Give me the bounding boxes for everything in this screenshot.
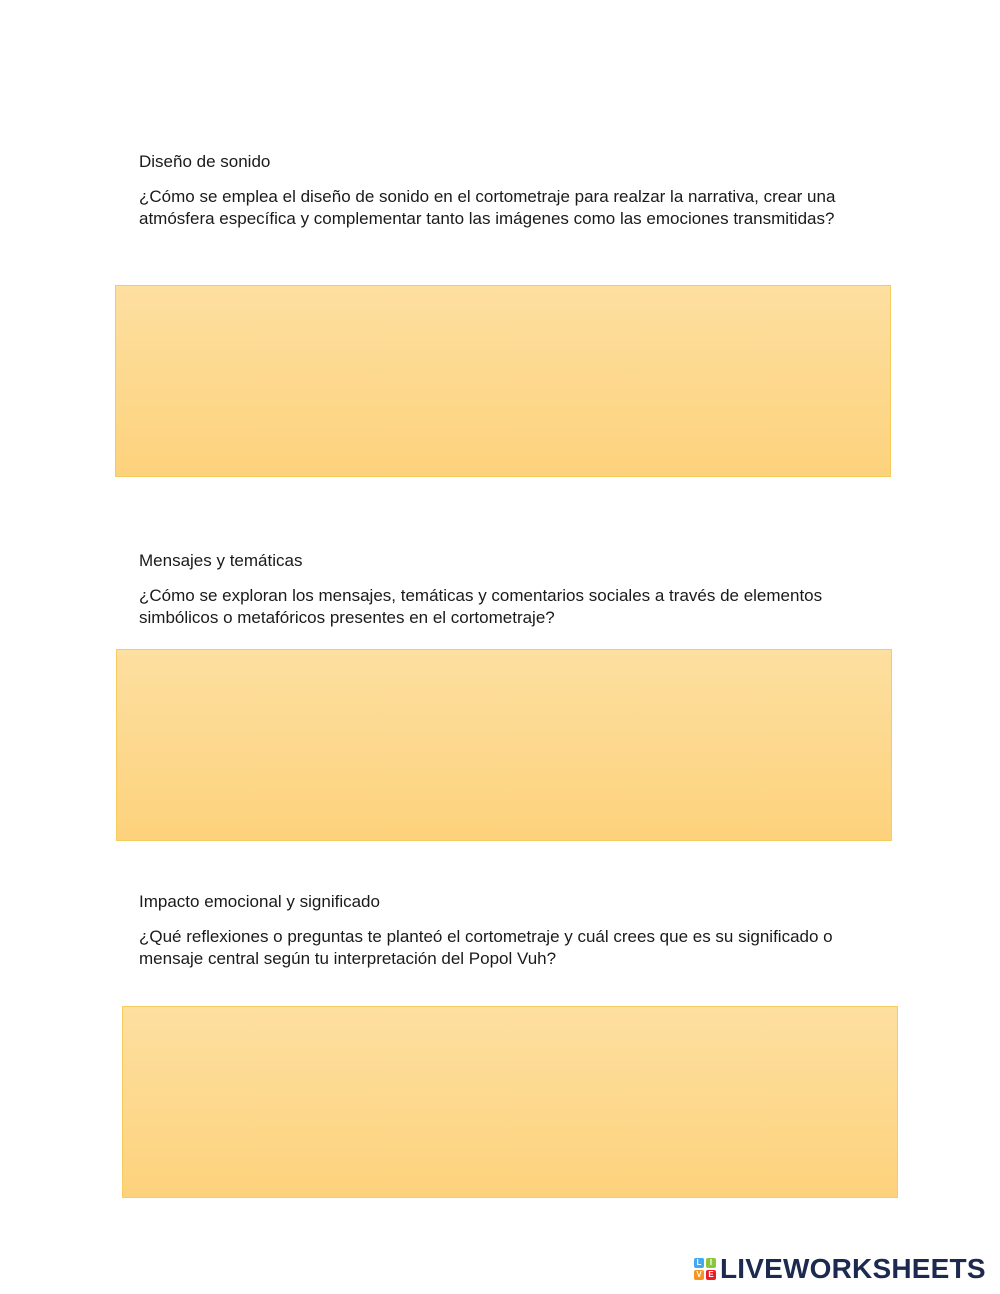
logo-mark-letter-i: I (706, 1258, 716, 1268)
answer-box-emotional-impact[interactable] (122, 1006, 898, 1198)
section-question-messages-themes: ¿Cómo se exploran los mensajes, temáticas y comentarios sociales a través de elementos simbólicos o metafóricos presentes en el cortometraje? (139, 586, 823, 627)
logo-mark-letter-l: L (694, 1258, 704, 1268)
answer-box-messages-themes[interactable] (116, 649, 892, 841)
section-heading-sound-design: Diseño de sonido (139, 152, 271, 171)
logo-mark-letter-e: E (706, 1270, 716, 1280)
section-heading-emotional-impact: Impacto emocional y significado (139, 892, 380, 911)
logo-mark-icon (694, 1258, 716, 1280)
section-heading-messages-themes: Mensajes y temáticas (139, 551, 303, 570)
logo-mark-letter-v: V (694, 1270, 704, 1280)
section-question-sound-design: ¿Cómo se emplea el diseño de sonido en el cortometraje para realzar la narrativa, crear una atmósfera específica y complementar tanto las imágenes como las emociones transmitidas? (139, 187, 836, 228)
logo-text: LIVEWORKSHEETS (720, 1253, 986, 1284)
section-question-emotional-impact: ¿Qué reflexiones o preguntas te planteó el cortometraje y cuál crees que es su significado o mensaje central según tu interpretación del Popol Vuh? (139, 927, 833, 968)
liveworksheets-logo (694, 1254, 986, 1284)
answer-box-sound-design[interactable] (115, 285, 891, 477)
